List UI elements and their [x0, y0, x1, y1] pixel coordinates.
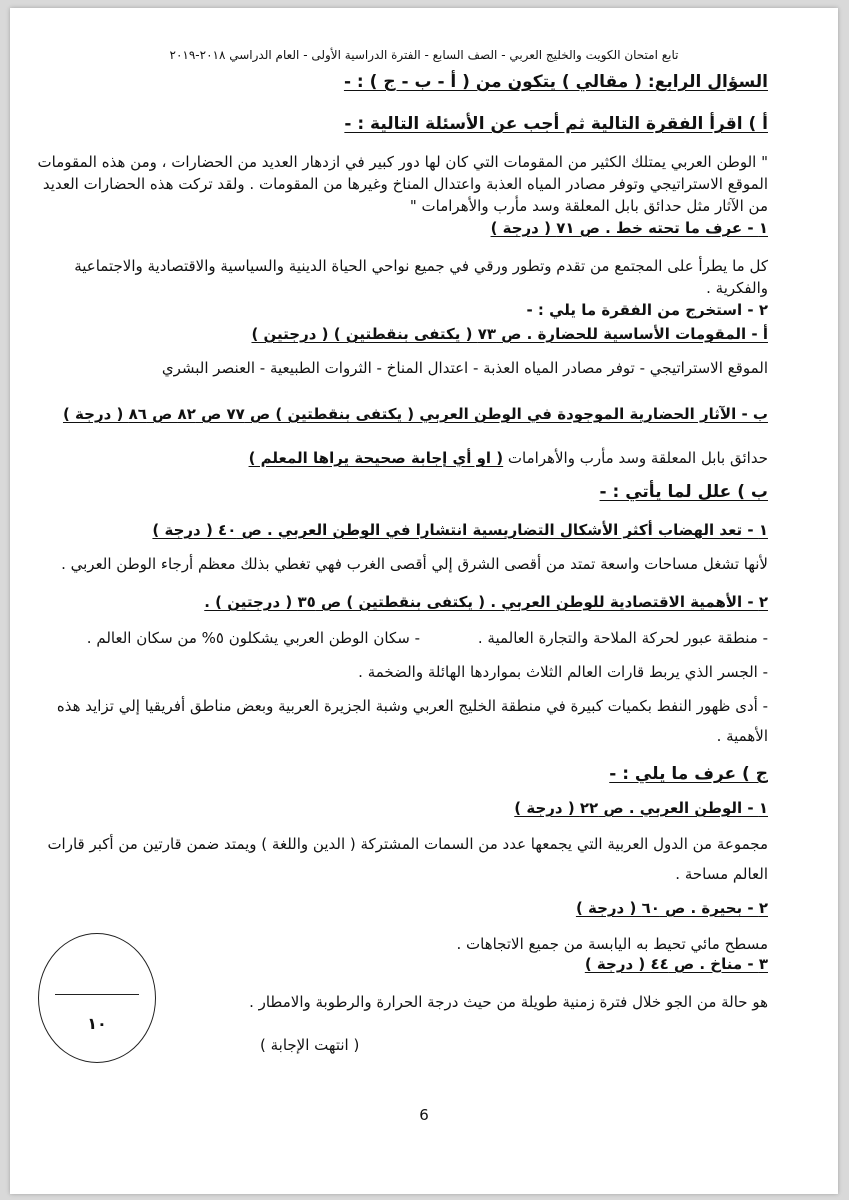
- part-a-title: أ ) اقرأ الفقرة التالية ثم أجب عن الأسئلة التالية : -: [344, 114, 768, 134]
- c1-answer-line-1: مجموعة من الدول العربية التي يجمعها عدد من السمات المشتركة ( الدين واللغة ) ويمتد ضمن قارتين من أكبر قارات: [47, 835, 768, 853]
- a2a-answer: الموقع الاستراتيجي - توفر مصادر المياه العذبة - اعتدال المناخ - الثروات الطبيعية - العنصر البشري: [161, 359, 768, 377]
- b2-answer-1a: - منطقة عبور لحركة الملاحة والتجارة العالمية .: [477, 629, 768, 647]
- question-4-title: السؤال الرابع: ( مقالي ) يتكون من ( أ - ب - ج ) : -: [343, 72, 768, 92]
- a2b-answer-note: ( او أي إجابة صحيحة يراها المعلم ): [248, 449, 504, 467]
- passage-line-3: من الآثار مثل حدائق بابل المعلقة وسد مأرب والأهرامات ": [409, 197, 768, 215]
- c2-question: ٢ - بحيرة . ص ٦٠ ( درجة ): [575, 899, 768, 917]
- score-circle: [38, 933, 156, 1063]
- b2-answer-3-line-2: الأهمية .: [716, 727, 768, 745]
- exam-page: [10, 8, 838, 1194]
- a2b-answer-text: حدائق بابل المعلقة وسد مأرب والأهرامات: [503, 449, 768, 467]
- a1-answer-line-2: والفكرية .: [706, 279, 768, 297]
- end-of-answers: ( انتهت الإجابة ): [260, 1036, 360, 1054]
- exam-header: تابع امتحان الكويت والخليج العربي - الصف السابع - الفترة الدراسية الأولى - العام الدراسي ٢٠١٨-٢٠١٩: [169, 48, 679, 62]
- c3-question: ٣ - مناخ . ص ٤٤ ( درجة ): [584, 955, 768, 973]
- c1-answer-line-2: العالم مساحة .: [675, 865, 768, 883]
- score-value: ١٠: [87, 1014, 107, 1033]
- b2-answer-3-line-1: - أدى ظهور النفط بكميات كبيرة في منطقة الخليج العربي وشبة الجزيرة العربية وبعض مناطق أفريقيا إلي تزايد هذه: [56, 697, 768, 715]
- a2-question: ٢ - استخرج من الفقرة ما يلي : -: [526, 301, 768, 319]
- a2b-question: ب - الآثار الحضارية الموجودة في الوطن العربي ( يكتفى بنقطتين ) ص ٧٧ ص ٨٢ ص ٨٦ ( درجة ): [62, 405, 768, 423]
- b2-answer-1b: - سكان الوطن العربي يشكلون ٥% من سكان العالم .: [86, 629, 420, 647]
- c1-question: ١ - الوطن العربي . ص ٢٢ ( درجة ): [514, 799, 768, 817]
- score-divider: [55, 994, 139, 995]
- a1-question: ١ - عرف ما تحته خط . ص ٧١ ( درجة ): [490, 219, 768, 237]
- page-number: 6: [419, 1106, 429, 1124]
- passage-line-2: الموقع الاستراتيجي وتوفر مصادر المياه العذبة واعتدال المناخ وغيرها من المقومات . ولقد تركت هذه الحضارات العديد: [42, 175, 768, 193]
- b1-answer: لأنها تشغل مساحات واسعة تمتد من أقصى الشرق إلي أقصى الغرب فهي تغطي بذلك معظم أرجاء الوطن العربي .: [61, 555, 768, 573]
- passage-line-1: " الوطن العربي يمتلك الكثير من المقومات التي كان لها دور كبير في ازدهار العديد من الحضارات ، ومن هذه المقومات: [37, 153, 768, 171]
- a2b-answer: [249, 448, 768, 468]
- part-b-title: ب ) علل لما يأتي : -: [599, 482, 768, 502]
- a2a-question: أ - المقومات الأساسية للحضارة . ص ٧٣ ( يكتفى بنقطتين ) ( درجتين ): [251, 325, 768, 343]
- part-c-title: ج ) عرف ما يلي : -: [609, 764, 768, 784]
- c3-answer: هو حالة من الجو خلال فترة زمنية طويلة من حيث درجة الحرارة والرطوبة والامطار .: [249, 993, 768, 1011]
- c2-answer: مسطح مائي تحيط به اليابسة من جميع الاتجاهات .: [456, 935, 768, 953]
- b2-answer-2: - الجسر الذي يربط قارات العالم الثلاث بمواردها الهائلة والضخمة .: [358, 663, 768, 681]
- b2-question: ٢ - الأهمية الاقتصادية للوطن العربي . ( يكتفى بنقطتين ) ص ٣٥ ( درجتين ) .: [204, 593, 768, 611]
- a1-answer-line-1: كل ما يطرأ على المجتمع من تقدم وتطور ورقي في جميع نواحي الحياة الدينية والسياسية والاقتصادية والاجتماعية: [74, 257, 768, 275]
- b1-question: ١ - تعد الهضاب أكثر الأشكال التضاريسية انتشارا في الوطن العربي . ص ٤٠ ( درجة ): [152, 521, 768, 539]
